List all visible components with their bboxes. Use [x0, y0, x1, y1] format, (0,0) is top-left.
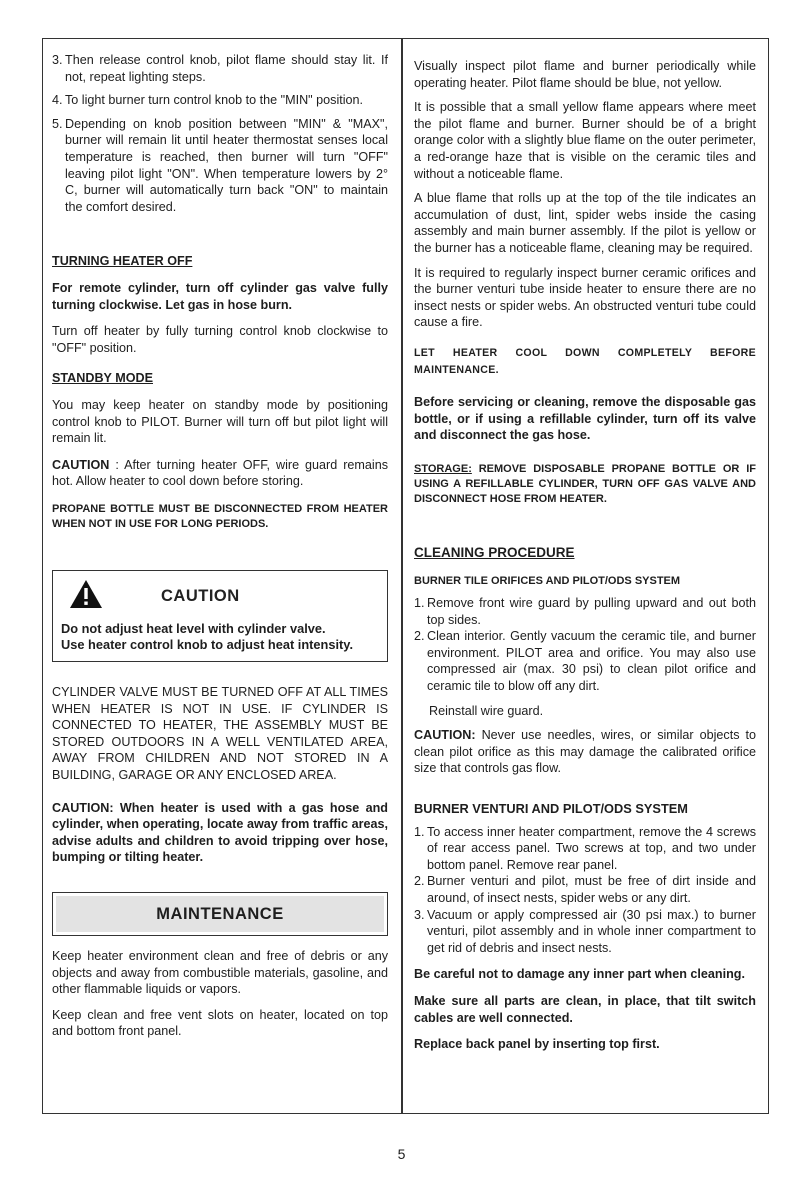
step-text: To access inner heater compartment, remove the 4 screws of rear access panel. Two screws at top, and two under bottom panel. Remove rear panel. [427, 824, 756, 872]
standby-heading: STANDBY MODE [52, 371, 153, 386]
tile-step-2 [414, 628, 756, 694]
propane-notice: PROPANE BOTTLE MUST BE DISCONNECTED FROM HEATER WHEN NOT IN USE FOR LONG PERIODS. [52, 502, 388, 530]
step-number: 2. [414, 629, 425, 644]
let-cool-notice: LET HEATER COOL DOWN COMPLETELY BEFORE MAINTENANCE. [414, 346, 756, 376]
caution-box-title: CAUTION [161, 586, 240, 605]
right-column [414, 58, 756, 1053]
standby-text: You may keep heater on standby mode by positioning control knob to PILOT. Burner will turn off but pilot light will remain lit. [52, 397, 388, 446]
hose-caution: CAUTION: When heater is used with a gas hose and cylinder, when operating, locate away from traffic areas, advise adults and children to avoid tripping over hose, bumping or tilting heater. [52, 800, 388, 865]
maintenance-title: MAINTENANCE [56, 896, 384, 932]
caution-box-header [61, 577, 379, 615]
step-number: 4. [52, 93, 63, 108]
replace-back-note: Replace back panel by inserting top first. [414, 1037, 660, 1052]
step-number: 5. [52, 116, 63, 131]
caution-text: Never use needles, wires, or similar objects to clean pilot orifice as this may damage the calibrated orifice size that controls gas flow. [414, 728, 756, 776]
storage-notice [414, 462, 756, 507]
make-sure-note: Make sure all parts are clean, in place, that tilt switch cables are well connected. [414, 993, 756, 1025]
lighting-step-4 [52, 92, 388, 109]
tile-step-1 [414, 595, 756, 628]
left-column [52, 52, 388, 1040]
needles-caution [414, 727, 756, 777]
step-text: Remove front wire guard by pulling upward and out both top sides. [427, 596, 756, 627]
caution-note [52, 457, 388, 490]
step-number: 1. [414, 596, 425, 611]
caution-box-line-2: Use heater control knob to adjust heat intensity. [61, 637, 354, 653]
page-number: 5 [397, 1146, 406, 1162]
warning-triangle-icon [69, 579, 103, 614]
cylinder-notice: CYLINDER VALVE MUST BE TURNED OFF AT ALL TIMES WHEN HEATER IS NOT IN USE. IF CYLINDER IS CONNECTED TO HEATER, THE ASSEMBLY MUST BE STORED OUTDOORS IN A WELL VENTILATED AREA, AWAY FROM CHILDREN AND NOT STORED IN A BUILDING, GARAGE OR ANY ENCLOSED AREA. [52, 685, 388, 783]
yellow-flame-paragraph: It is possible that a small yellow flame appears where meet the pilot flame and burner. Burner should be of a bright orange color with a slightly blue flame on the outer perimeter, a red-orange haze that is visible on the ceramic tiles and without a noticeable flame. [414, 100, 756, 181]
caution-box-line-1: Do not adjust heat level with cylinder valve. [61, 620, 326, 636]
step-number: 2. [414, 874, 425, 889]
burner-tile-heading: BURNER TILE ORIFICES AND PILOT/ODS SYSTEM [414, 575, 681, 588]
before-servicing-notice: Before servicing or cleaning, remove the disposable gas bottle, or if using a refillable cylinder, turn off its valve and disconnect the gas hose. [414, 395, 756, 443]
caution-box [52, 570, 388, 662]
caution-label: CAUTION: [414, 728, 476, 743]
step-number: 3. [52, 53, 63, 67]
venturi-heading: BURNER VENTURI AND PILOT/ODS SYSTEM [414, 801, 688, 816]
caution-label: CAUTION [52, 457, 110, 472]
step-text: Burner venturi and pilot, must be free of dirt inside and around, of insect nests, spider webs or any dirt. [427, 874, 756, 905]
step-text: Depending on knob position between "MIN" & "MAX", burner will remain lit until heater thermostat senses local temperature is reached, then burner will turn "OFF" leaving pilot light "ON". When temperature lowers by 2° C, burner will automatically turn back "ON" to maintain the comfort desired. [65, 116, 388, 214]
maintenance-text-2: Keep clean and free vent slots on heater, located on top and bottom front panel. [52, 1007, 388, 1039]
cleaning-heading: CLEANING PROCEDURE [414, 544, 575, 560]
step-number: 1. [414, 824, 425, 839]
turning-off-instruction: For remote cylinder, turn off cylinder gas valve fully turning clockwise. Let gas in hose burn. [52, 280, 388, 312]
storage-text: REMOVE DISPOSABLE PROPANE BOTTLE OR IF USING A REFILLABLE CYLINDER, TURN OFF GAS VALVE AND DISCONNECT HOSE FROM HEATER. [414, 462, 756, 505]
column-divider [401, 38, 403, 1114]
step-text: Clean interior. Gently vacuum the ceramic tile, and burner environment. PILOT area and orifice. You may also use compressed air (max. 30 psi) to clean pilot orifice and ceramic tile to blow off any dirt. [427, 629, 756, 694]
step-number: 3. [414, 907, 425, 922]
orifices-paragraph: It is required to regularly inspect burner ceramic orifices and the burner venturi tube inside heater to ensure there are no insect nests or spider webs. An obstructed venturi tube could cause a fire. [414, 265, 756, 330]
storage-label: STORAGE: [414, 462, 472, 475]
venturi-step-1 [414, 824, 756, 874]
turning-off-heading: TURNING HEATER OFF [52, 254, 193, 269]
inspect-paragraph: Visually inspect pilot flame and burner periodically while operating heater. Pilot flame should be blue, not yellow. [414, 59, 756, 90]
lighting-step-5 [52, 116, 388, 216]
venturi-step-3 [414, 907, 756, 957]
caution-text: : After turning heater OFF, wire guard remains hot. Allow heater to cool down before storing. [52, 457, 388, 489]
step-text: Then release control knob, pilot flame should stay lit. If not, repeat lighting steps. [65, 53, 388, 84]
maintenance-text-1: Keep heater environment clean and free of debris or any objects and away from combustible materials, gasoline, and other flammable liquids or vapors. [52, 949, 388, 997]
blue-flame-paragraph: A blue flame that rolls up at the top of the tile indicates an accumulation of dust, lint, spider webs inside the casing assembly and main burner assembly. If the pilot is yellow or the burner has a noticeable flame, cleaning may be required. [414, 191, 756, 255]
lighting-step-3 [52, 52, 388, 85]
venturi-step-2 [414, 873, 756, 906]
turning-off-text: Turn off heater by fully turning control knob clockwise to "OFF" position. [52, 324, 388, 355]
maintenance-banner [52, 892, 388, 936]
step-text: To light burner turn control knob to the "MIN" position. [65, 93, 364, 108]
step-text: Vacuum or apply compressed air (30 psi max.) to burner venturi, pilot assembly and in whole inner compartment to get rid of debris and insect nests. [427, 907, 756, 955]
be-careful-note: Be careful not to damage any inner part when cleaning. [414, 967, 746, 982]
reinstall-note: Reinstall wire guard. [429, 703, 544, 718]
